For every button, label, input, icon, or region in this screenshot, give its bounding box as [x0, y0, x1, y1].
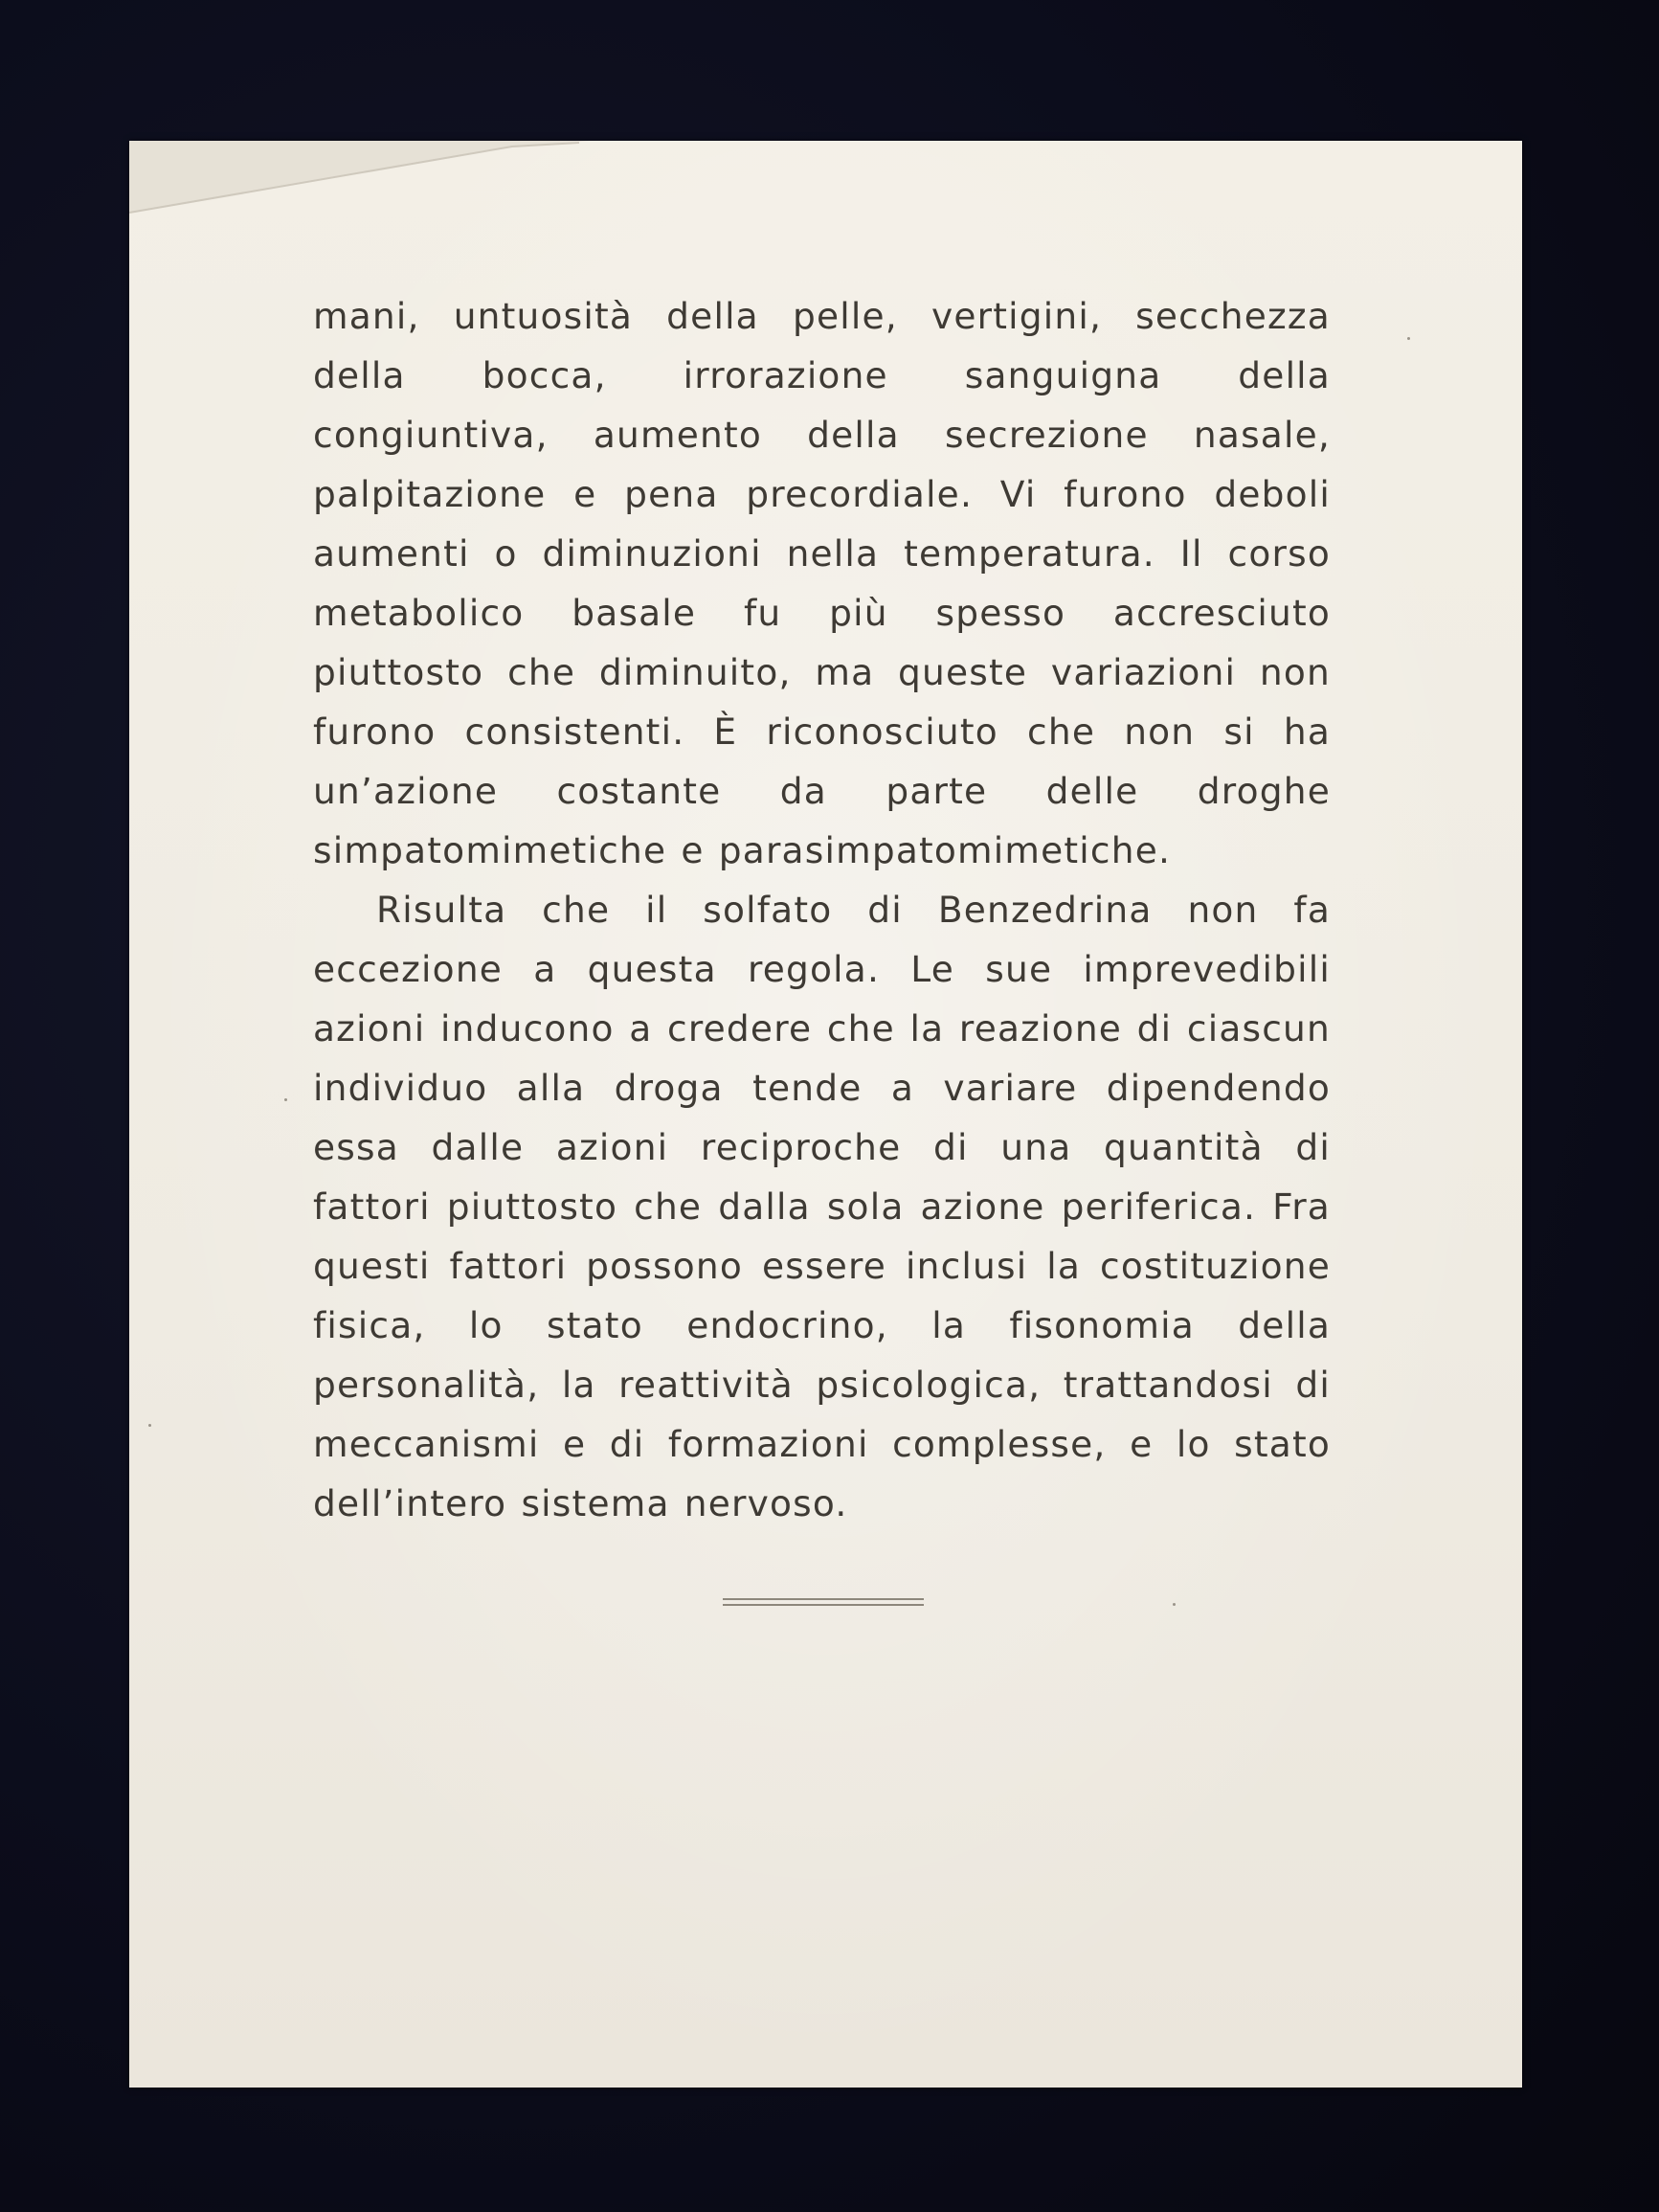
body-text: [313, 286, 1331, 1533]
paper-speck: [148, 1424, 151, 1427]
paragraph-1: mani, untuosità della pelle, vertigini, secchezza della bocca, irrorazione sanguigna della congiuntiva, aumento della secrezione nasale, palpitazione e pena precordiale. Vi furono deboli aumenti o diminuzioni nella temperatura. Il corso metabolico basale fu più spesso accresciuto piuttosto che diminuito, ma queste variazioni non furono consistenti. È riconosciuto che non si ha un’azione costante da parte delle droghe simpatomimetiche e parasimpatomimetiche.: [313, 295, 1331, 871]
paper-sheet: [129, 141, 1522, 2088]
folded-corner: [129, 141, 589, 217]
paper-speck: [284, 1098, 287, 1101]
rule-line: [723, 1604, 924, 1606]
paper-speck: [1407, 337, 1410, 340]
rule-line: [723, 1598, 924, 1600]
paragraph-2: Risulta che il solfato di Benzedrina non fa eccezione a questa regola. Le sue imprevedibili azioni inducono a credere che la reazione di ciascun individuo alla droga tende a variare dipendendo essa dalle azioni reciproche di una quantità di fattori piuttosto che dalla sola azione periferica. Fra questi fattori possono essere inclusi la costituzione fisica, lo stato endocrino, la fisonomia della personalità, la reattività psicologica, trattandosi di meccanismi e di formazioni complesse, e lo stato dell’intero sistema nervoso.: [313, 889, 1331, 1524]
closing-rule: [723, 1598, 924, 1606]
paper-speck: [1173, 1603, 1176, 1606]
